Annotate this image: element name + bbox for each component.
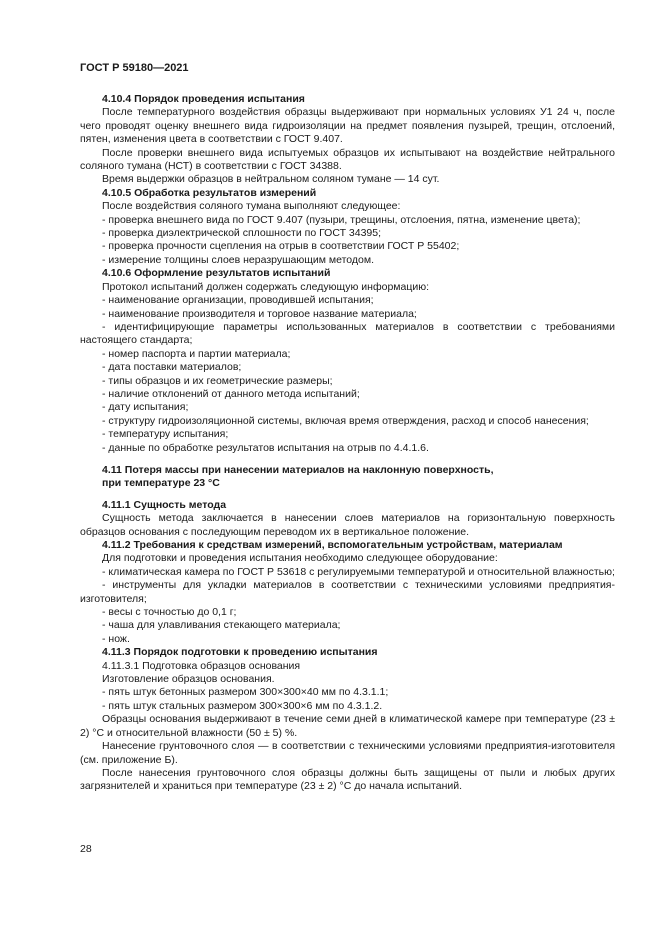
list-item: - наименование производителя и торговое название материала;	[102, 307, 417, 320]
paragraph: Для подготовки и проведения испытания необходимо следующее оборудование:	[102, 552, 498, 565]
list-item: - климатическая камера по ГОСТ Р 53618 с регулируемыми температурой и относительной влажностью;	[102, 565, 615, 578]
section-title-line: 4.11 Потеря массы при нанесении материалов на наклонную поверхность,	[102, 463, 494, 476]
list-item: - номер паспорта и партии материала;	[102, 347, 291, 360]
list-item: - дату испытания;	[102, 401, 189, 414]
section-4-10-4-title: 4.10.4 Порядок проведения испытания	[102, 93, 305, 105]
list-item: - температуру испытания;	[102, 428, 229, 441]
section-4-10-5-title: 4.10.5 Обработка результатов измерений	[102, 186, 317, 199]
list-item: - чаша для улавливания стекающего материала;	[102, 619, 341, 632]
section-4-11-title	[102, 464, 615, 491]
paragraph: После проверки внешнего вида испытуемых образцов их испытывают на воздействие нейтрального соляного тумана (НСТ) в соответствии с ГОСТ 34388.	[80, 146, 615, 173]
list-item: - наличие отклонений от данного метода испытаний;	[102, 387, 360, 400]
section-title-line: при температуре 23 °C	[102, 477, 220, 490]
paragraph: После температурного воздействия образцы выдерживают при нормальных условиях У1 24 ч, после чего проводят оценку внешнего вида гидроизоляции на предмет появления пузырей, трещин, отслоений, пятен, изменения цвета в соответствии с ГОСТ 9.407.	[80, 106, 615, 146]
subsection-title: 4.11.3.1 Подготовка образцов основания	[102, 659, 301, 672]
list-item: - наименование организации, проводившей испытания;	[102, 294, 374, 307]
list-item: - типы образцов и их геометрические размеры;	[102, 374, 333, 387]
paragraph: Образцы основания выдерживают в течение семи дней в климатической камере при температуре (23 ± 2) °С и относительной влажности (50 ± 5) %.	[80, 713, 615, 739]
list-item: - пять штук стальных размером 300×300×6 мм по 4.3.1.2.	[102, 699, 383, 712]
paragraph: Нанесение грунтовочного слоя — в соответствии с техническими условиями предприятия-изготовителя (см. приложение Б).	[80, 740, 615, 766]
paragraph: Протокол испытаний должен содержать следующую информацию:	[102, 280, 430, 293]
list-item: - нож.	[102, 632, 130, 645]
list-item: - весы с точностью до 0,1 г;	[102, 606, 237, 619]
list-item: - данные по обработке результатов испытания на отрыв по 4.4.1.6.	[102, 441, 429, 454]
paragraph: Изготовление образцов основания.	[102, 673, 275, 686]
list-item: - структуру гидроизоляционной системы, включая время отверждения, расход и способ нанесения;	[102, 414, 589, 427]
document-header: ГОСТ Р 59180—2021	[80, 62, 189, 74]
list-item: - проверка диэлектрической сплошности по ГОСТ 34395;	[102, 227, 382, 240]
list-item: - пять штук бетонных размером 300×300×40 мм по 4.3.1.1;	[102, 686, 389, 699]
paragraph: Сущность метода заключается в нанесении слоев материалов на горизонтальную поверхность образцов основания с последующим переводом их в вертикальное положение.	[80, 512, 615, 538]
list-item: - инструменты для укладки материалов в соответствии с техническими условиями предприятия-изготовителя;	[80, 579, 615, 605]
paragraph: После нанесения грунтовочного слоя образцы должны быть защищены от пыли и любых других загрязнителей и храниться при температуре (23 ± 2) °С до начала испытаний.	[80, 766, 615, 793]
list-item: - проверка внешнего вида по ГОСТ 9.407 (пузыри, трещины, отслоения, пятна, изменение цвета);	[102, 213, 581, 226]
section-4-11-3-title: 4.11.3 Порядок подготовки к проведению испытания	[102, 646, 378, 659]
page-number: 28	[80, 843, 92, 855]
section-4-11-1-title: 4.11.1 Сущность метода	[102, 498, 227, 511]
paragraph: После воздействия соляного тумана выполняют следующее:	[102, 200, 401, 213]
list-item: - идентифицирующие параметры использованных материалов в соответствии с требованиями настоящего стандарта;	[80, 320, 615, 347]
list-item: - дата поставки материалов;	[102, 361, 242, 374]
paragraph: Время выдержки образцов в нейтральном соляном тумане — 14 сут.	[102, 173, 440, 186]
section-4-11-2-title: 4.11.2 Требования к средствам измерений, вспомогательным устройствам, материалам	[102, 539, 563, 551]
document-body	[80, 93, 615, 794]
list-item: - проверка прочности сцепления на отрыв в соответствии ГОСТ Р 55402;	[102, 240, 460, 253]
list-item: - измерение толщины слоев неразрушающим методом.	[102, 253, 374, 266]
section-4-10-6-title: 4.10.6 Оформление результатов испытаний	[102, 267, 331, 280]
